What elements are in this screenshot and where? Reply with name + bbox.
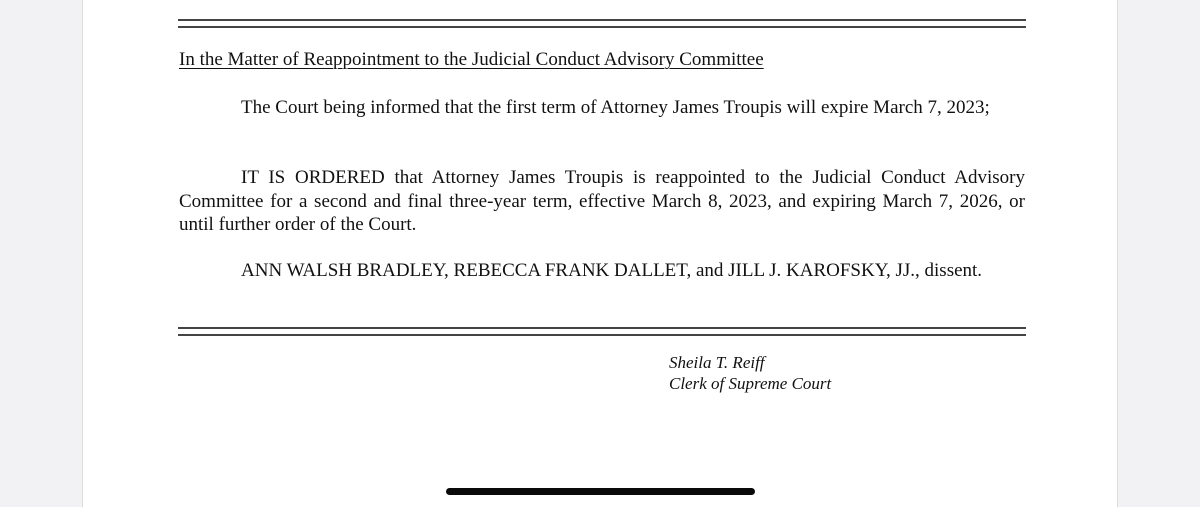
signature-block [669,352,831,394]
bottom-double-rule [178,327,1026,336]
matter-caption: In the Matter of Reappointment to the Judicial Conduct Advisory Committee [179,49,764,70]
signature-name: Sheila T. Reiff [669,353,765,372]
top-double-rule [178,19,1026,28]
paragraph-dissent: ANN WALSH BRADLEY, REBECCA FRANK DALLET, and JILL J. KAROFSKY, JJ., dissent. [241,260,983,281]
home-indicator-bar[interactable] [446,488,755,495]
paragraph-order: IT IS ORDERED that Attorney James Troupis is reappointed to the Judicial Conduct Advisory Committee for a second and final three-year term, effective March 8, 2023, and expiring March 7, 2026, or until further order of the Court. [179,167,1025,235]
signature-title: Clerk of Supreme Court [669,374,832,393]
paragraph-term-expiry: The Court being informed that the first term of Attorney James Troupis will expire March 7, 2023; [241,97,990,118]
document-page[interactable] [82,0,1118,507]
